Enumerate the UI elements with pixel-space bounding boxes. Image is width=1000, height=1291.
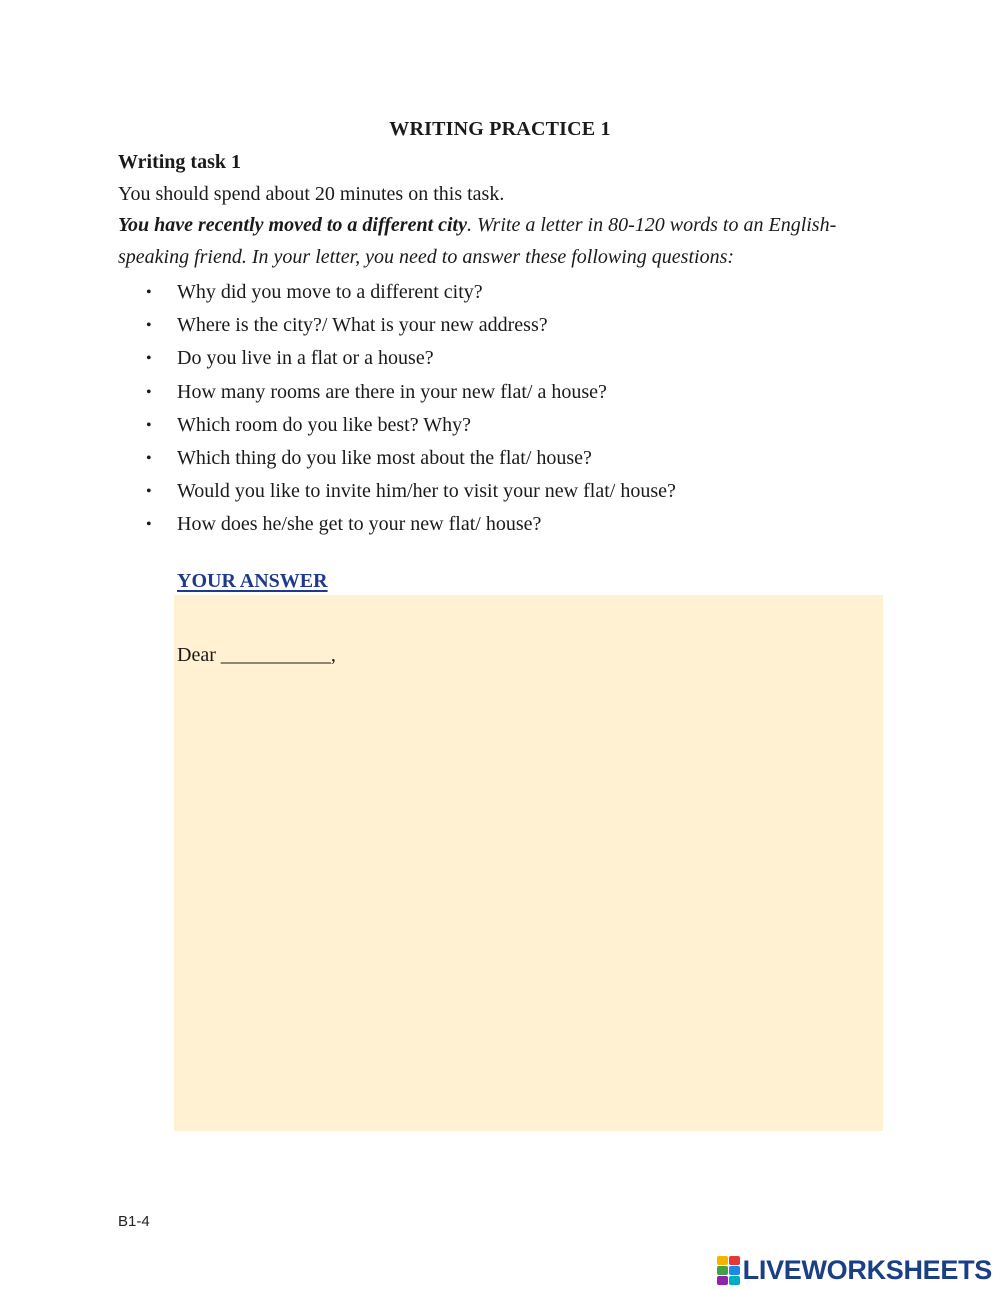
list-item: [146, 376, 676, 409]
task-heading: Writing task 1: [118, 151, 241, 173]
liveworksheets-logo-icon: [717, 1256, 740, 1285]
prompt-line-1: [118, 214, 836, 237]
list-item: [146, 309, 676, 342]
list-item: [146, 475, 676, 508]
list-item: [146, 342, 676, 375]
logo-text: LIVEWORKSHEETS: [742, 1254, 992, 1285]
bullet-icon: •: [146, 284, 152, 301]
bullet-icon: •: [146, 449, 152, 467]
bullet-icon: •: [146, 483, 152, 501]
list-item: [146, 442, 676, 475]
answer-heading: YOUR ANSWER: [177, 570, 328, 592]
page-title: WRITING PRACTICE 1: [389, 118, 611, 140]
bullet-icon: •: [146, 416, 152, 434]
instruction-time: You should spend about 20 minutes on this task.: [118, 183, 505, 205]
bullet-icon: •: [146, 516, 152, 534]
footer-code: B1-4: [118, 1213, 150, 1230]
question-text: How many rooms are there in your new flat/ a house?: [177, 380, 607, 403]
prompt-bold: You have recently moved to a different city: [118, 214, 467, 236]
question-text: How does he/she get to your new flat/ house?: [177, 513, 542, 536]
list-item: [146, 409, 676, 442]
question-text: Which thing do you like most about the flat/ house?: [177, 446, 592, 469]
question-text: Why did you move to a different city?: [177, 281, 483, 303]
question-text: Would you like to invite him/her to visit your new flat/ house?: [177, 480, 676, 503]
list-item: [146, 508, 676, 541]
bullet-icon: •: [146, 350, 152, 368]
answer-text[interactable]: Dear ___________,: [177, 644, 336, 666]
prompt-line-1-rest: . Write a letter in 80-120 words to an English-: [467, 214, 837, 236]
question-text: Which room do you like best? Why?: [177, 413, 472, 436]
question-text: Where is the city?/ What is your new address?: [177, 314, 548, 337]
prompt-line-2: speaking friend. In your letter, you need to answer these following questions:: [118, 246, 735, 268]
bullet-icon: •: [146, 317, 152, 335]
question-text: Do you live in a flat or a house?: [177, 347, 434, 370]
question-list: [146, 276, 676, 542]
bullet-icon: •: [146, 383, 152, 401]
list-item: [146, 276, 676, 309]
liveworksheets-logo: [717, 1255, 992, 1285]
answer-textbox[interactable]: [174, 595, 883, 1131]
